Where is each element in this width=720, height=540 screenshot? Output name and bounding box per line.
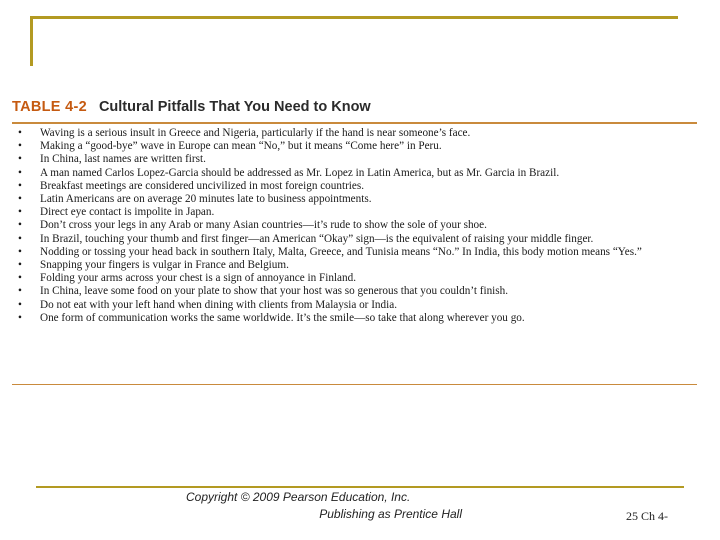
table-top-rule bbox=[12, 122, 697, 124]
list-item: • Don’t cross your legs in any Arab or many Asian countries—it’s rude to show the sole of your shoe. bbox=[18, 219, 698, 232]
list-item: • In China, last names are written first. bbox=[18, 153, 698, 166]
list-item: • In Brazil, touching your thumb and first finger—an American “Okay” sign—is the equivalent of raising your middle finger. bbox=[18, 233, 698, 246]
list-item: • A man named Carlos Lopez-Garcia should be addressed as Mr. Lopez in Latin America, but as Mr. Garcia in Brazil. bbox=[18, 167, 698, 180]
list-item: • Waving is a serious insult in Greece and Nigeria, particularly if the hand is near someone’s face. bbox=[18, 127, 698, 140]
pitfall-list bbox=[18, 127, 698, 325]
list-item: • Direct eye contact is impolite in Japan. bbox=[18, 206, 698, 219]
list-item: • Snapping your fingers is vulgar in France and Belgium. bbox=[18, 259, 698, 272]
frame-left-rule bbox=[30, 16, 33, 66]
list-item: • Nodding or tossing your head back in southern Italy, Malta, Greece, and Tunisia means “No.” In India, this body motion means “Yes.” bbox=[18, 246, 698, 259]
table-header bbox=[12, 99, 697, 115]
copyright-line: Copyright © 2009 Pearson Education, Inc. bbox=[186, 490, 411, 504]
list-item: • Latin Americans are on average 20 minutes late to business appointments. bbox=[18, 193, 698, 206]
list-item: • Folding your arms across your chest is a sign of annoyance in Finland. bbox=[18, 272, 698, 285]
frame-top-rule bbox=[30, 16, 678, 19]
publisher-line: Publishing as Prentice Hall bbox=[319, 507, 462, 521]
list-item: • Breakfast meetings are considered uncivilized in most foreign countries. bbox=[18, 180, 698, 193]
list-item: • One form of communication works the same worldwide. It’s the smile—so take that along wherever you go. bbox=[18, 312, 698, 325]
footer-rule bbox=[36, 486, 684, 488]
table-bottom-rule bbox=[12, 384, 697, 385]
list-item: • Making a “good-bye” wave in Europe can mean “No,” but it means “Come here” in Peru. bbox=[18, 140, 698, 153]
list-item: • Do not eat with your left hand when dining with clients from Malaysia or India. bbox=[18, 299, 698, 312]
copyright-notice bbox=[186, 489, 462, 523]
page-number: 25 Ch 4- bbox=[626, 509, 668, 523]
table-title: Cultural Pitfalls That You Need to Know bbox=[98, 99, 371, 115]
list-item: • In China, leave some food on your plate to show that your host was so generous that you couldn’t finish. bbox=[18, 285, 698, 298]
table-label: TABLE 4-2 bbox=[12, 99, 87, 115]
